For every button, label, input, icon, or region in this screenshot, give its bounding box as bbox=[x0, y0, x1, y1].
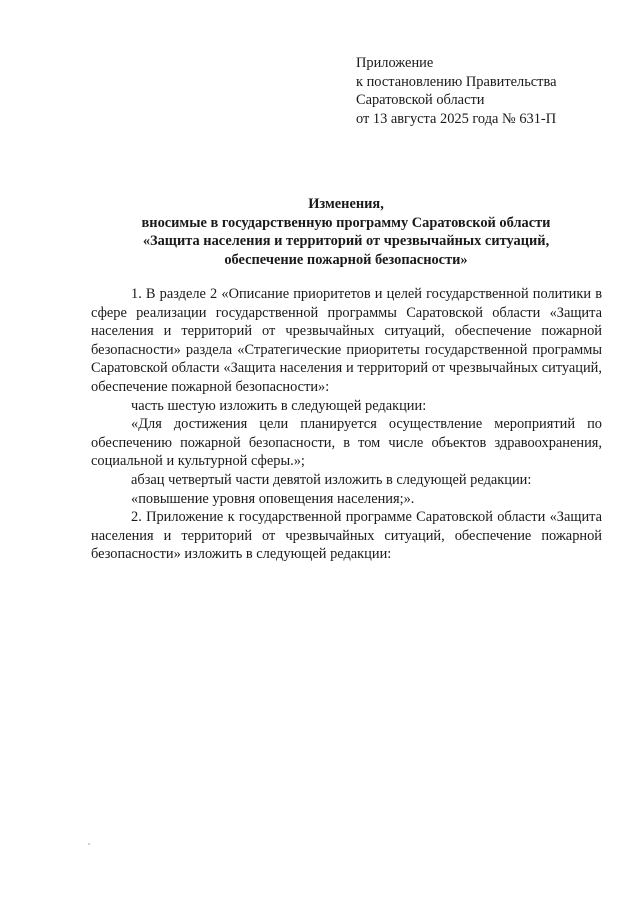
appendix-line-1: Приложение bbox=[356, 55, 434, 71]
paragraph-3: «Для достижения цели планируется осуществление мероприятий по обеспечению пожарной безопасности, в том числе объектов здравоохранения, социальной и культурной сферы.»; bbox=[91, 416, 602, 470]
title-line-3: «Защита населения и территорий от чрезвычайных ситуаций, bbox=[142, 233, 550, 250]
paragraph-2: часть шестую изложить в следующей редакции: bbox=[131, 397, 427, 414]
title-line-1: Изменения, bbox=[308, 196, 384, 212]
appendix-line-4: от 13 августа 2025 года № 631-П bbox=[356, 110, 557, 127]
paragraph-1: 1. В разделе 2 «Описание приоритетов и целей государственной политики в сфере реализации государственной программы Саратовской области «Защита населения и территорий от чрезвычайных ситуаций, обеспечение пожарной безопасности» раздела «Стратегические приоритеты государственной программы Саратовской области «Защита населения и территорий от чрезвычайных ситуаций, обеспечение пожарной безопасности»: bbox=[91, 286, 602, 395]
paragraph-5: «повышение уровня оповещения населения;». bbox=[131, 490, 415, 507]
appendix-line-2: к постановлению Правительства bbox=[356, 73, 557, 90]
title-line-4: обеспечение пожарной безопасности» bbox=[224, 251, 468, 268]
appendix-line-3: Саратовской области bbox=[356, 92, 485, 109]
document-body bbox=[91, 285, 602, 564]
paragraph-4: абзац четвертый части девятой изложить в следующей редакции: bbox=[131, 471, 532, 488]
paragraph-6: 2. Приложение к государственной программе Саратовской области «Защита населения и территорий от чрезвычайных ситуаций, обеспечение пожарной безопасности» изложить в следующей редакции: bbox=[91, 509, 602, 563]
scan-speck bbox=[88, 843, 90, 845]
appendix-block bbox=[356, 54, 616, 128]
title-line-2: вносимые в государственную программу Саратовской области bbox=[141, 214, 551, 231]
document-title bbox=[90, 195, 602, 269]
